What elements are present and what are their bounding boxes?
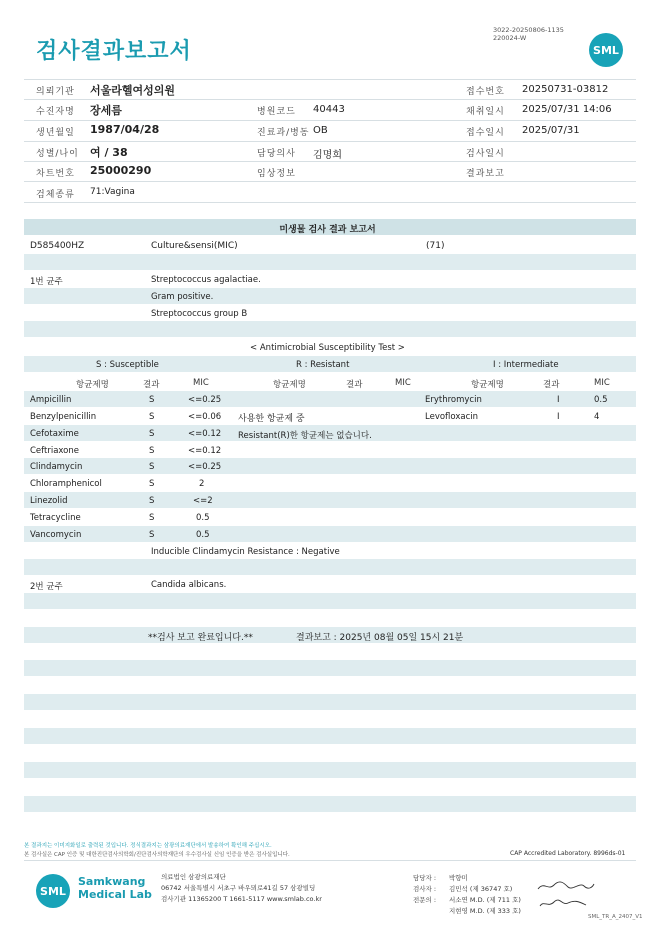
row-band: [24, 694, 636, 710]
drug-name: Cefotaxime: [30, 429, 79, 439]
drug-mic: <=0.25: [188, 462, 222, 472]
drug-result: S: [149, 530, 155, 540]
row-band: [24, 321, 636, 337]
brand-name: [78, 875, 152, 901]
row-band: [24, 593, 636, 609]
test-time-label: 검사일시: [466, 149, 505, 159]
drug-mic: 0.5: [594, 395, 608, 405]
staff-value: 서소연 M.D. (제 711 호): [449, 896, 521, 904]
divider: [24, 141, 636, 142]
org1-line-3: Streptococcus group B: [151, 309, 248, 319]
clinical-label: 임상정보: [257, 169, 296, 179]
org1-line-1: Streptococcus agalactiae.: [151, 275, 261, 285]
drug-result: S: [149, 412, 155, 422]
org-address: 06742 서울특별시 서초구 바우뫼로41길 57 삼광빌딩: [161, 884, 316, 892]
doctor-value: 김명희: [313, 150, 342, 161]
result-report-time: 결과보고 : 2025년 08월 05일 15시 21분: [296, 633, 464, 643]
legend-intermediate: I : Intermediate: [493, 360, 559, 370]
org1-label: 1번 균주: [30, 277, 63, 287]
legend-susceptible: S : Susceptible: [96, 360, 159, 370]
drug-name: Linezolid: [30, 496, 68, 506]
staff-label: 전문의 :: [413, 896, 437, 904]
cap-accreditation: CAP Accredited Laboratory. 8996ds-01: [510, 850, 626, 857]
drug-result: I: [557, 395, 560, 405]
col-drug-header: 항균제명: [76, 380, 109, 390]
divider: [24, 202, 636, 203]
doc-no-line-2: 220024-W: [493, 34, 527, 42]
divider: [24, 120, 636, 121]
ast-title: < Antimicrobial Susceptibility Test >: [250, 343, 405, 353]
col-mic-header: MIC: [193, 378, 209, 388]
staff-value: 박향미: [449, 874, 468, 882]
signature-2: [538, 897, 588, 911]
institution-value: 서울라헬여성의원: [90, 84, 176, 97]
row-band: [24, 559, 636, 575]
subject-value: 장세름: [90, 104, 122, 117]
specimen-label: 검체종류: [36, 190, 75, 200]
row-band: [24, 458, 636, 474]
drug-mic: <=0.06: [188, 412, 222, 422]
divider: [24, 99, 636, 100]
drug-mic: 2: [199, 479, 205, 489]
org2-value: Candida albicans.: [151, 580, 227, 590]
sex-age-value: 여 / 38: [90, 146, 128, 159]
drug-name: Ampicillin: [30, 395, 72, 405]
section-title: 미생물 검사 결과 보고서: [279, 225, 376, 235]
resistant-note-1: 사용한 항균제 중: [238, 414, 305, 424]
col-result-header: 결과: [543, 380, 560, 390]
doc-no-line-1: 3022-20250806-1135: [493, 26, 564, 34]
drug-mic: <=2: [193, 496, 213, 506]
staff-label: 담당자 :: [413, 874, 437, 882]
col-result-header: 결과: [346, 380, 363, 390]
dept-value: OB: [313, 125, 328, 136]
receipt-date-label: 접수일시: [466, 128, 505, 138]
footer-note-1: 본 결과지는 이미지화일로 출력된 것입니다. 정식결과지는 삼광의료재단에서 발송하여 확인해 주십시오.: [24, 843, 272, 849]
col-mic-header: MIC: [594, 378, 610, 388]
drug-mic: 0.5: [196, 513, 210, 523]
document-number: [493, 26, 564, 42]
subject-label: 수진자명: [36, 107, 75, 117]
col-mic-header: MIC: [395, 378, 411, 388]
row-band: [24, 288, 636, 304]
divider: [24, 161, 636, 162]
chart-no-label: 차트번호: [36, 169, 75, 179]
receipt-no-value: 20250731-03812: [522, 84, 609, 95]
legend-resistant: R : Resistant: [296, 360, 350, 370]
sex-age-label: 성별/나이: [36, 149, 79, 159]
staff-value: 지현영 M.D. (제 333 호): [449, 907, 521, 915]
row-band: [24, 254, 636, 270]
drug-result: S: [149, 429, 155, 439]
receipt-no-label: 접수번호: [466, 87, 505, 97]
resistant-note-2: Resistant(R)한 항균제는 없습니다.: [238, 431, 372, 441]
drug-result: S: [149, 496, 155, 506]
collect-time-label: 채취일시: [466, 107, 505, 117]
staff-label: 검사자 :: [413, 885, 437, 893]
receipt-date-value: 2025/07/31: [522, 125, 580, 136]
chart-no-value: 25000290: [90, 164, 152, 177]
sml-footer-logo: SML: [36, 874, 70, 908]
signature-1: [536, 879, 596, 893]
divider: [24, 79, 636, 80]
row-band: [24, 660, 636, 676]
row-band: [24, 391, 636, 407]
brand-line-2: Medical Lab: [78, 888, 152, 901]
drug-mic: <=0.25: [188, 395, 222, 405]
sml-logo: SML: [589, 33, 623, 67]
org-name: 의료법인 삼광의료재단: [161, 873, 226, 881]
dob-label: 생년월일: [36, 128, 75, 138]
specimen-value: 71:Vagina: [90, 187, 135, 197]
drug-result: S: [149, 513, 155, 523]
row-band: [24, 762, 636, 778]
org2-label: 2번 균주: [30, 582, 63, 592]
org1-line-2: Gram positive.: [151, 292, 214, 302]
collect-time-value: 2025/07/31 14:06: [522, 104, 612, 115]
test-name: Culture&sensi(MIC): [151, 241, 238, 251]
drug-result: S: [149, 462, 155, 472]
drug-mic: 4: [594, 412, 600, 422]
test-code: D585400HZ: [30, 241, 85, 251]
drug-name: Vancomycin: [30, 530, 82, 540]
row-band: [24, 796, 636, 812]
institution-label: 의뢰기관: [36, 87, 75, 97]
dob-value: 1987/04/28: [90, 123, 160, 136]
drug-name: Erythromycin: [425, 395, 482, 405]
drug-name: Tetracycline: [30, 513, 81, 523]
icr-note: Inducible Clindamycin Resistance : Negative: [151, 547, 340, 557]
drug-result: S: [149, 479, 155, 489]
hospital-code-value: 40443: [313, 104, 345, 115]
org-contact: 검사기관 11365200 T 1661-5117 www.smlab.co.kr: [161, 895, 322, 903]
report-label: 결과보고: [466, 169, 505, 179]
col-drug-header: 항균제명: [273, 380, 306, 390]
drug-result: S: [149, 395, 155, 405]
hospital-code-label: 병원코드: [257, 107, 296, 117]
drug-mic: <=0.12: [188, 446, 222, 456]
col-drug-header: 항균제명: [471, 380, 504, 390]
brand-line-1: Samkwang: [78, 875, 146, 888]
divider: [24, 860, 636, 861]
drug-name: Benzylpenicillin: [30, 412, 97, 422]
page-title: 검사결과보고서: [36, 39, 192, 64]
doctor-label: 담당의사: [257, 149, 296, 159]
test-number: (71): [426, 241, 445, 251]
drug-name: Levofloxacin: [425, 412, 479, 422]
divider: [24, 181, 636, 182]
drug-name: Ceftriaxone: [30, 446, 79, 456]
form-number: SML_TR_A_2407_V1: [588, 914, 643, 920]
row-band: [24, 728, 636, 744]
drug-name: Clindamycin: [30, 462, 83, 472]
footer-note-2: 본 검사실은 CAP 인증 및 대한진단검사의학회/진단검사의학재단의 우수검사실 신임 인증을 받은 검사실입니다.: [24, 852, 290, 858]
staff-value: 김민석 (제 36747 호): [449, 885, 513, 893]
drug-result: I: [557, 412, 560, 422]
drug-mic: 0.5: [196, 530, 210, 540]
col-result-header: 결과: [143, 380, 160, 390]
drug-mic: <=0.12: [188, 429, 222, 439]
drug-name: Chloramphenicol: [30, 479, 102, 489]
drug-result: S: [149, 446, 155, 456]
dept-label: 진료과/병동: [257, 128, 310, 138]
row-band: [24, 492, 636, 508]
complete-message: **검사 보고 완료입니다.**: [148, 633, 253, 643]
row-band: [24, 526, 636, 542]
